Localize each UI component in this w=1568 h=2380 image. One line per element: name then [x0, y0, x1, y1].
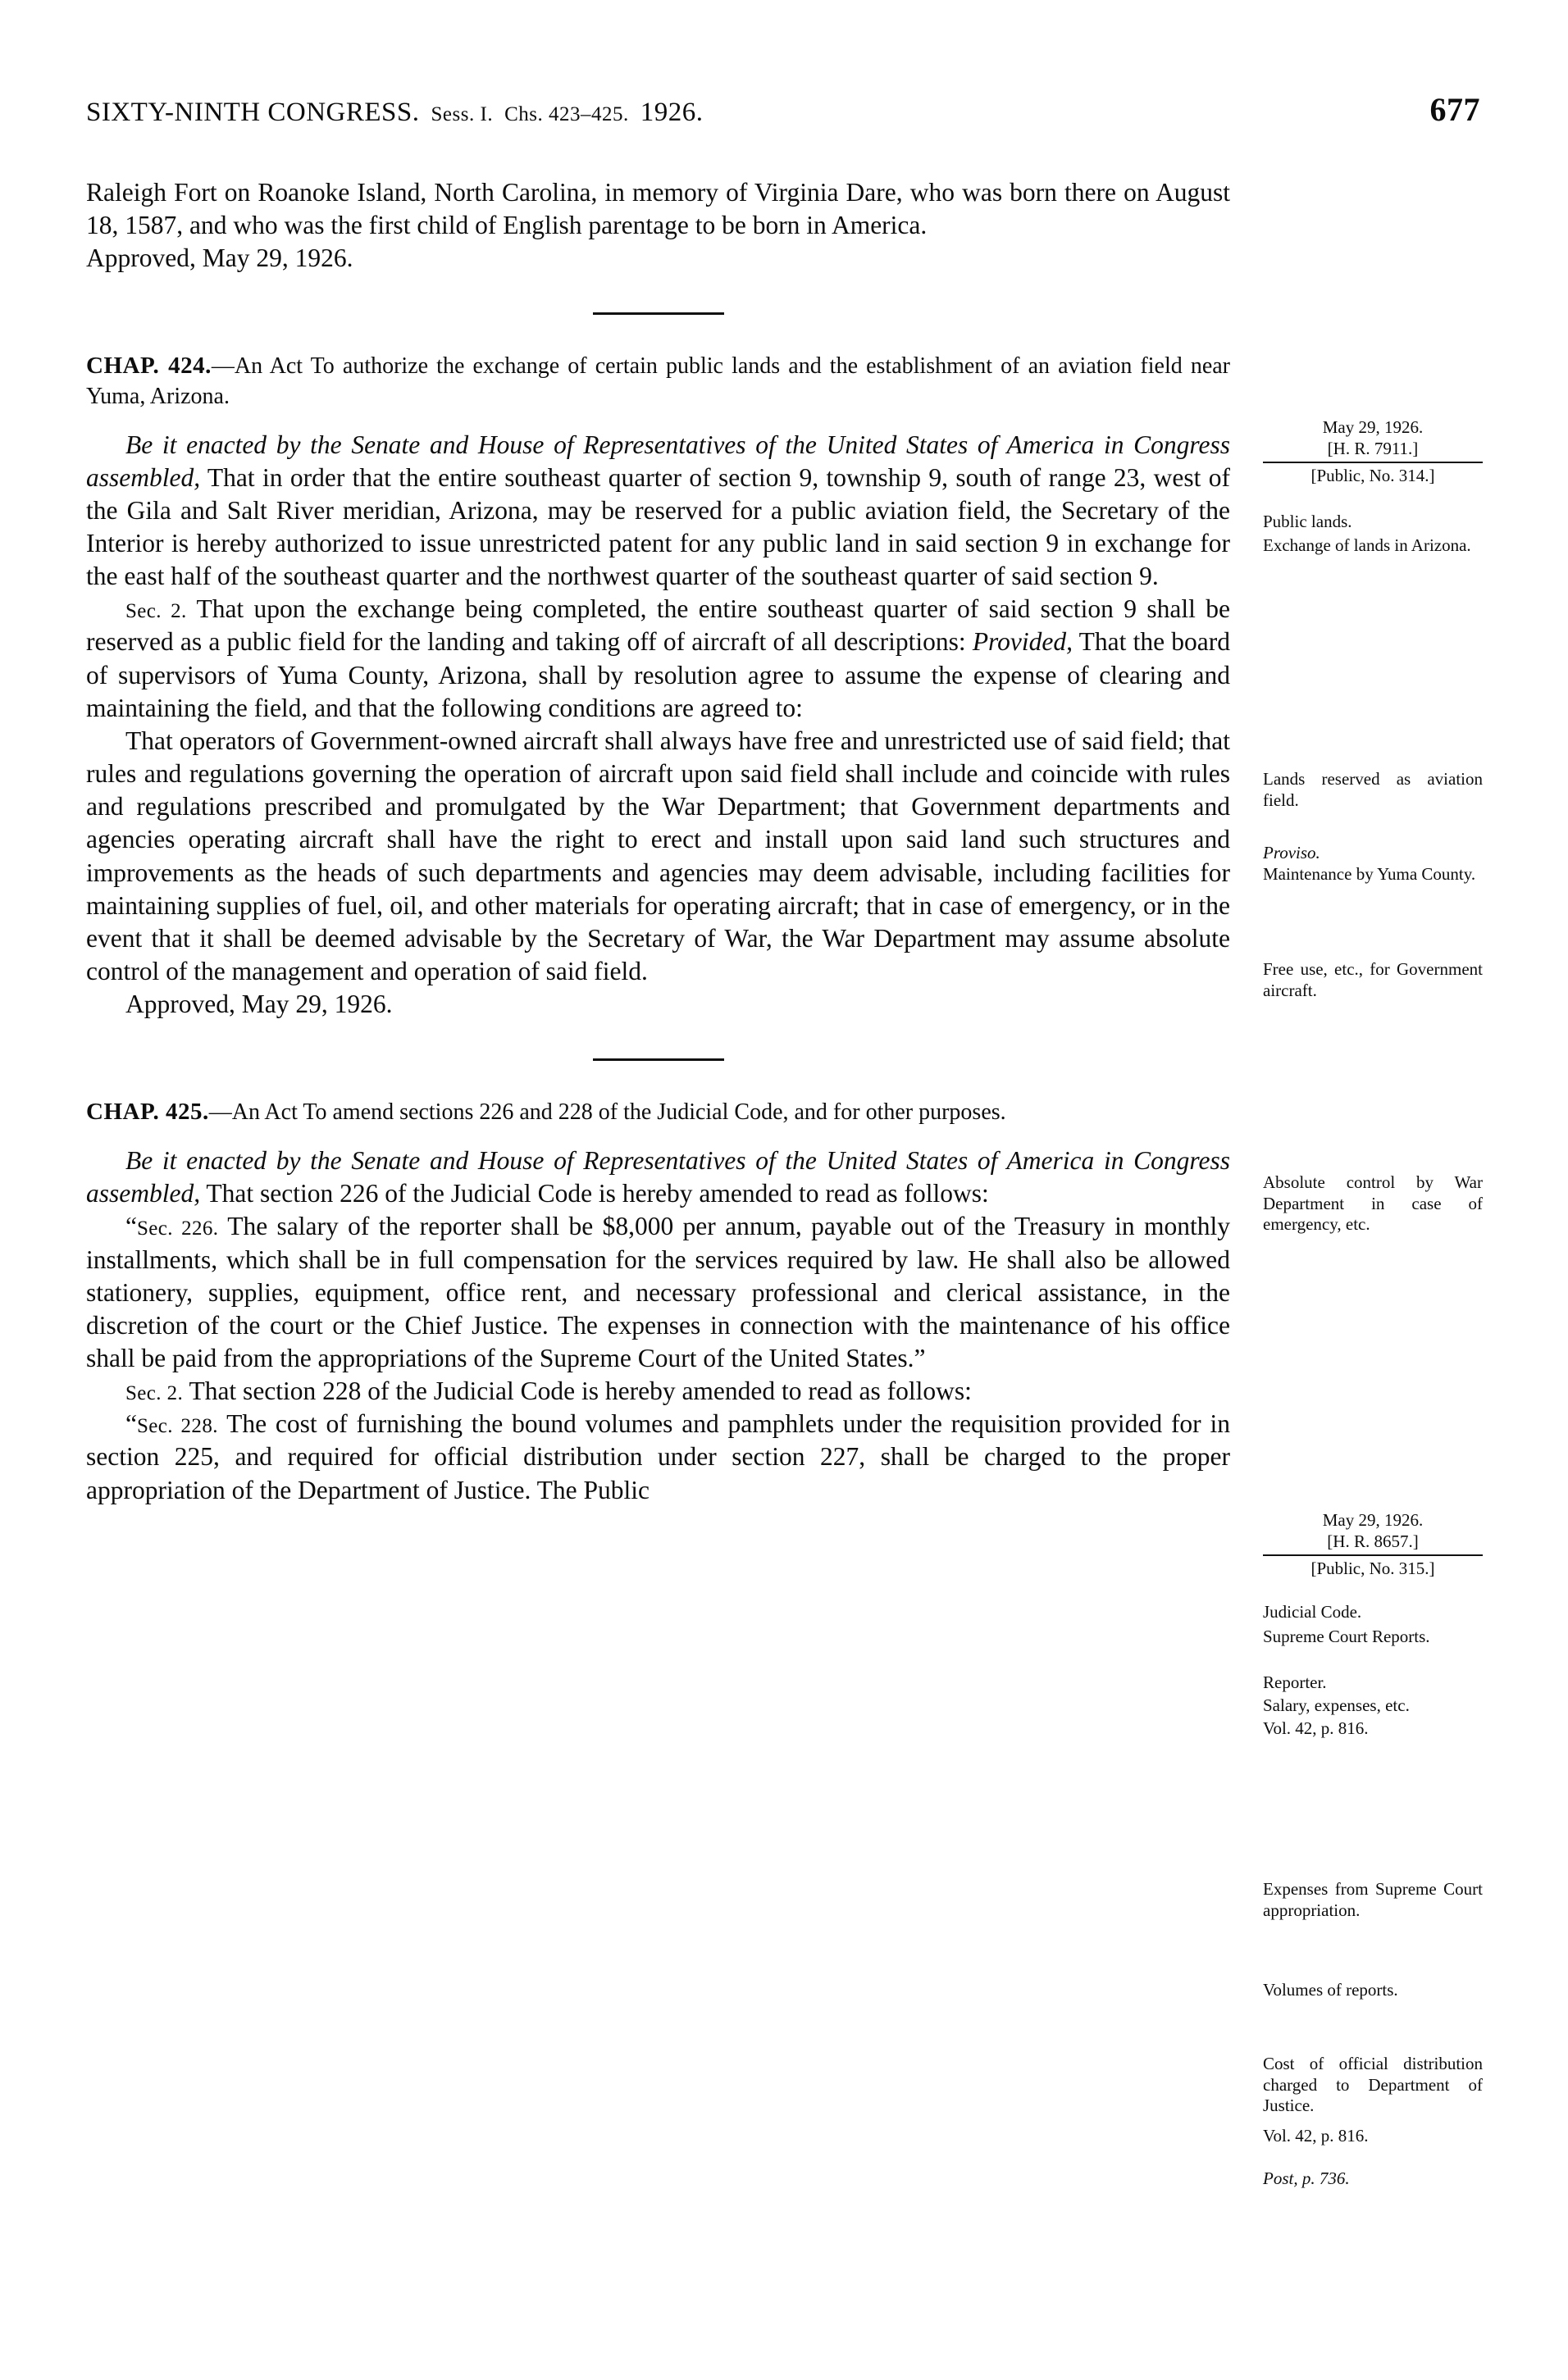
sidenote-salary-expenses — [1263, 1695, 1483, 1717]
chapter-424-approved: Approved, May 29, 1926. — [125, 990, 393, 1019]
sidenote-public-lands — [1263, 512, 1483, 533]
chapter-424-label: CHAP. 424. — [86, 353, 212, 380]
enacting-clause-italic-425: Be it enacted by the Senate and House of Representatives of the United States of America in Congress assembled, — [86, 1146, 1230, 1208]
sidenote-chap424-date-block — [1263, 417, 1483, 487]
running-head — [86, 90, 1480, 129]
sec228-text: The cost of furnishing the bound volumes and pamphlets under the requisition provided for in section 225, and required for official distribution under section 227, shall be charged to the proper appropriation of the Department of Justice. The Public — [86, 1409, 1230, 1504]
chapter-425-title: —An Act To amend sections 226 and 228 of the Judicial Code, and for other purposes. — [208, 1099, 1006, 1126]
sidenote-exchange-lands — [1263, 535, 1483, 557]
sidenote-supreme-court-reports — [1263, 1627, 1483, 1648]
section-divider-rule-2 — [593, 1058, 724, 1061]
running-head-chapters: Chs. 423–425. — [504, 103, 629, 125]
sidenote-expenses-supreme-court — [1263, 1879, 1483, 1921]
sidenote-rule-424 — [1263, 462, 1483, 463]
sec2-text-424: That upon the exchange being completed, the entire southeast quarter of said section 9 shall be reserved as a public field for the landing and taking off of aircraft of all descriptions: — [86, 594, 1230, 657]
running-head-congress: SIXTY-NINTH CONGRESS. — [86, 98, 420, 127]
section-divider-rule-1 — [593, 312, 724, 315]
running-head-left — [86, 98, 714, 128]
sec2-label-424: Sec. 2. — [125, 600, 187, 623]
sidenote-absolute-control — [1263, 1172, 1483, 1236]
chapter-425-enacting-clause — [86, 1144, 1230, 1210]
sidenote-chap424-public-no: [Public, No. 314.] — [1310, 466, 1435, 486]
chapter-424-section-2 — [86, 593, 1230, 725]
sidenote-vol42-p816-b-text: Vol. 42, p. 816. — [1263, 2126, 1369, 2146]
sidenote-proviso-maintenance — [1263, 843, 1483, 885]
sidenote-absolute-control-text: Absolute control by War Department in case of emergency, etc. — [1263, 1172, 1483, 1235]
sidenote-proviso-label: Proviso. — [1263, 843, 1320, 862]
sidenote-free-use — [1263, 959, 1483, 1001]
enacting-clause-italic-424: Be it enacted by the Senate and House of Representatives of the United States of America in Congress assembled, — [86, 430, 1230, 492]
chapter-424-enacting-clause — [86, 429, 1230, 594]
sidenote-lands-reserved-text: Lands reserved as aviation field. — [1263, 769, 1483, 810]
sec2-text2-424: That the board of supervisors of Yuma County, Arizona, shall by resolution agree to assume the expense of clearing and maintaining the field, and that the following conditions are agreed to: — [86, 627, 1231, 722]
sidenote-chap425-bill: [H. R. 8657.] — [1327, 1531, 1419, 1551]
sec226-label: Sec. 226. — [136, 1217, 219, 1240]
sidenote-reporter — [1263, 1672, 1483, 1694]
chapter-425-section1-text: That section 226 of the Judicial Code is hereby amended to read as follows: — [200, 1179, 989, 1208]
sidenote-public-lands-text: Public lands. — [1263, 512, 1352, 531]
chapter-424-section1-text: That in order that the entire southeast quarter of section 9, township 9, south of range 23, west of the Gila and Salt River meridian, Arizona, may be reserved for a public aviation field, the Secretary of the Interior is hereby authorized to issue unrestricted patent for any public land in said section 9 in exchange for the east half of the southeast quarter and the northwest quarter of the southeast quarter of said section 9. — [86, 462, 1230, 591]
sidenote-free-use-text: Free use, etc., for Government aircraft. — [1263, 959, 1483, 1000]
sidenote-lands-reserved — [1263, 769, 1483, 811]
sidenote-cost-official-distribution-text: Cost of official distribution charged to Department of Justice. — [1263, 2054, 1483, 2116]
sidenote-chap424-bill: [H. R. 7911.] — [1327, 438, 1419, 458]
sidenote-judicial-code — [1263, 1602, 1483, 1623]
sidenote-judicial-code-text: Judicial Code. — [1263, 1602, 1362, 1622]
running-head-session: Sess. I. — [431, 103, 494, 125]
sidenote-volumes-of-reports — [1263, 1980, 1483, 2001]
main-text-column — [86, 176, 1230, 1507]
sec228-label: Sec. 228. — [136, 1415, 218, 1438]
chapter-425-section-228: “Sec. 228. The cost of furnishing the bound volumes and pamphlets under the requisition provided for in section 225, and required for official distribution under section 227, shall be charged to the proper appropriation of the Department of Justice. The Public — [86, 1409, 1230, 1504]
sidenote-volumes-of-reports-text: Volumes of reports. — [1263, 1980, 1398, 2000]
chapter-425-heading — [86, 1097, 1230, 1128]
chapter-425-section-2 — [86, 1375, 1230, 1408]
sidenote-salary-expenses-text: Salary, expenses, etc. — [1263, 1695, 1410, 1715]
chapter-425-section-226: “Sec. 226. The salary of the reporter shall be $8,000 per annum, payable out of the Treasury in monthly installments, which shall be in full compensation for the services required by law. He shall also be allowed stationery, supplies, equipment, office rent, and necessary professional and clerical assistance, in the discretion of the court or the Chief Justice. The expenses in connection with the maintenance of his office shall be paid from the appropriations of the Supreme Court of the United States.” — [86, 1212, 1230, 1372]
sidenote-vol42-p816-a-text: Vol. 42, p. 816. — [1263, 1718, 1369, 1738]
sidenote-vol42-p816-b — [1263, 2126, 1483, 2147]
proviso-italic-424: Provided, — [972, 627, 1073, 657]
sidenote-exchange-lands-text: Exchange of lands in Arizona. — [1263, 535, 1471, 555]
chapter-424-heading — [86, 351, 1230, 412]
sidenote-chap425-public-no: [Public, No. 315.] — [1310, 1559, 1435, 1579]
chapter-424-title: —An Act To authorize the exchange of certain public lands and the establishment of an aviation field near Yuma, Arizona. — [86, 353, 1231, 410]
sidenote-post-p736 — [1263, 2168, 1483, 2190]
sidenote-reporter-text: Reporter. — [1263, 1672, 1327, 1692]
sidenote-post-p736-text: Post, p. 736. — [1263, 2168, 1350, 2188]
carryover-approved: Approved, May 29, 1926. — [86, 243, 353, 273]
sidenote-chap425-date-block — [1263, 1510, 1483, 1580]
sec2-label-425: Sec. 2. — [125, 1382, 184, 1405]
carryover-paragraph: Raleigh Fort on Roanoke Island, North Carolina, in memory of Virginia Dare, who was born there on August 18, 1587, and who was the first child of English parentage to be born in America. — [86, 178, 1230, 240]
sidenote-maintenance-text: Maintenance by Yuma County. — [1263, 863, 1476, 884]
sec226-text: The salary of the reporter shall be $8,000 per annum, payable out of the Treasury in monthly installments, which shall be in full compensation for the services required by law. He shall also be allowed stationery, supplies, equipment, office rent, and necessary professional and clerical assistance, in the discretion of the court or the Chief Justice. The expenses in connection with the maintenance of his office shall be paid from the appropriations of the Supreme Court of the United States.” — [86, 1212, 1230, 1372]
sidenote-chap425-date: May 29, 1926. — [1322, 1510, 1424, 1530]
running-head-year: 1926. — [640, 98, 704, 127]
sec2-text-425: That section 228 of the Judicial Code is hereby amended to read as follows: — [183, 1377, 972, 1406]
chapter-424-conditions-paragraph: That operators of Government-owned aircraft shall always have free and unrestricted use of said field; that rules and regulations governing the operation of aircraft upon said field shall include and coincide with rules and regulations prescribed and promulgated by the War Department; that Government departments and agencies operating aircraft shall have the right to erect and install upon said land such structures and improvements as the heads of such departments and agencies may deem advisable, including facilities for maintaining supplies of fuel, oil, and other materials for operating aircraft; that in case of emergency, or in the event that it shall be deemed advisable by the Secretary of War, the War Department may assume absolute control of the management and operation of said field. — [86, 726, 1230, 986]
sidenote-vol42-p816-a — [1263, 1718, 1483, 1740]
sidenote-cost-official-distribution — [1263, 2054, 1483, 2117]
chapter-425-label: CHAP. 425. — [86, 1099, 209, 1126]
sidenote-expenses-supreme-court-text: Expenses from Supreme Court appropriation. — [1263, 1879, 1483, 1920]
sidenote-chap424-date: May 29, 1926. — [1322, 417, 1424, 437]
sidenote-rule-425 — [1263, 1554, 1483, 1556]
sidenote-supreme-court-reports-text: Supreme Court Reports. — [1263, 1627, 1430, 1646]
page-number: 677 — [1429, 91, 1480, 128]
